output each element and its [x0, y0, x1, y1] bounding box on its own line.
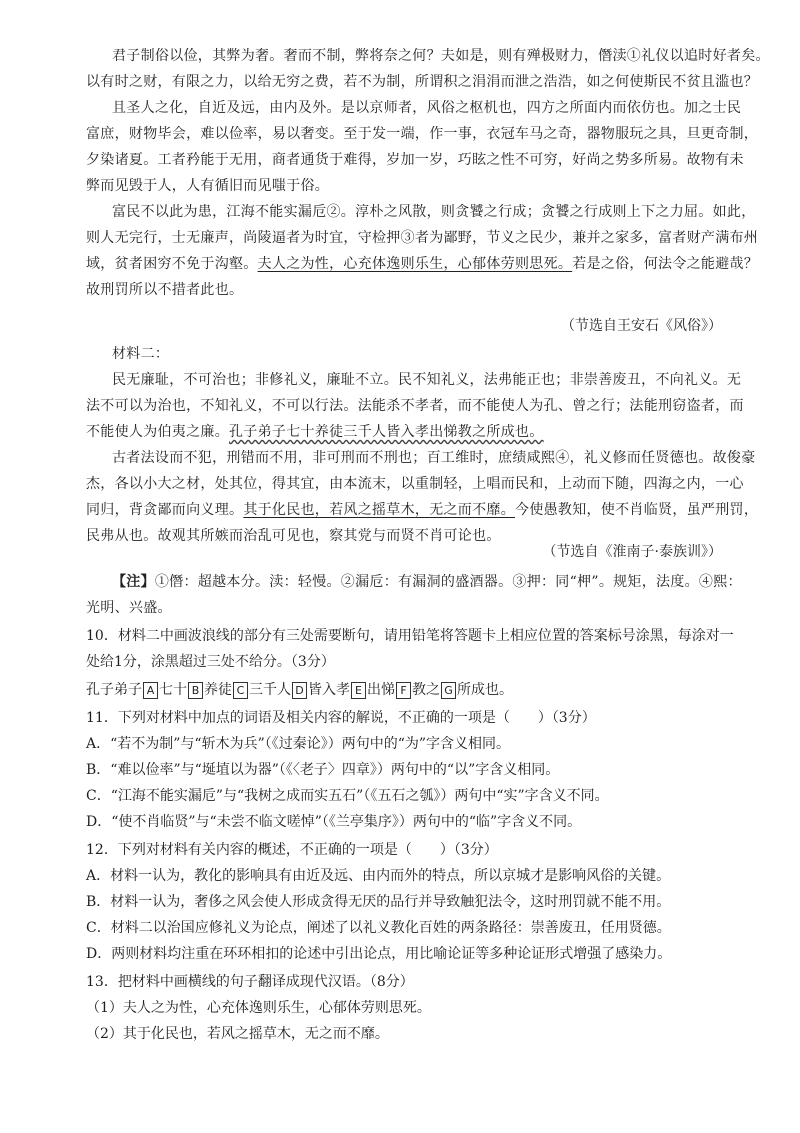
- answer-box[interactable]: G: [441, 682, 456, 699]
- answer-box[interactable]: D: [292, 682, 307, 699]
- option-a[interactable]: A．“若不为制”与“斩木为兵”（《过秦论》）两句中的“为”字含义相同。: [86, 736, 511, 752]
- notes-line: 光明、兴盛。: [86, 600, 172, 616]
- text-line: 则人无完行，士无廉声，尚陵逼者为时宜，守检押③者为鄙野，节义之民少，兼并之家多，富者财产满布州: [86, 230, 759, 246]
- question-stem: 10．材料二中画波浪线的部分有三处需要断句，请用铅笔将答题卡上相应位置的答案标号涂黑，每涂对一: [86, 628, 734, 644]
- text-fragment: 今使愚教知，使不肖临贤，虽严刑罚，: [515, 502, 759, 518]
- segment: 教之: [412, 682, 440, 698]
- translation-item: （2）其于化民也，若风之摇草木，无之而不靡。: [86, 1026, 389, 1042]
- segment: 养徒: [204, 682, 232, 698]
- segment: 皆入孝: [308, 682, 350, 698]
- segment: 三千人: [249, 682, 291, 698]
- text-fragment: 不能使人为伯夷之廉。: [86, 424, 229, 440]
- text-line-with-underline: [86, 254, 758, 274]
- text-line: 夕染诸夏。工者矜能于无用，商者通货于难得，岁加一岁，巧眩之性不可穷，好尚之势多所易。故物有未: [86, 152, 744, 168]
- text-fragment: 若是之俗，何法令之能避哉？: [572, 256, 759, 272]
- underlined-sentence: 其于化民也，若风之摇草木，无之而不靡。: [243, 502, 516, 518]
- segment: 所成也。: [457, 682, 513, 698]
- text-line: 且圣人之化，自近及远，由内及外。是以京师者，风俗之枢机也，四方之所面内而依仿也。加之士民: [112, 100, 742, 116]
- text-line: 富庶，财物毕会，难以俭率，易以奢变。至于发一端，作一事，衣冠车马之奇，器物服玩之具，旦更奇制，: [86, 126, 759, 142]
- answer-box[interactable]: F: [396, 682, 411, 699]
- text-line: 民弗从也。故观其所嫉而治乱可见也，察其党与而贤不肖可论也。: [86, 528, 501, 544]
- text-line: 弊而见毁于人，人有循旧而见嗤于俗。: [86, 178, 330, 194]
- source-citation: （节选自王安石《风俗》）: [561, 318, 722, 334]
- translation-item: （1）夫人之为性，心充体逸则乐生，心郁体劳则思死。: [86, 1000, 431, 1016]
- text-line-with-wavy: [86, 422, 544, 442]
- source-citation: （节选自《淮南子·泰族训》）: [542, 544, 722, 560]
- sentence-break-row: [86, 680, 513, 700]
- text-line: 杰，各以小大之材，处其位，得其宜，由本流末，以重制轻，上唱而民和，上动而下随，四海之内，一心: [86, 476, 744, 492]
- text-line-with-underline: [86, 500, 758, 520]
- wavy-underlined-sentence: 孔子弟子七十养徒三千人皆入孝出悌教之所成也。: [229, 424, 544, 440]
- option-d[interactable]: D．两则材料均注重在环环相扣的论述中引出论点，用比喻论证等多种论证形式增强了感染力。: [86, 946, 672, 962]
- text-line: 故刑罚所以不措者此也。: [86, 282, 244, 298]
- option-b[interactable]: B．材料一认为，奢侈之风会使人形成贪得无厌的品行并导致触犯法令，这时刑罚就不能不用。: [86, 894, 671, 910]
- question-stem: 13．把材料中画横线的句子翻译成现代汉语。（8分）: [86, 974, 414, 990]
- segment: 七十: [159, 682, 187, 698]
- answer-box[interactable]: C: [233, 682, 248, 699]
- segment: 孔子弟子: [86, 682, 142, 698]
- notes-label: 【注】: [112, 574, 155, 590]
- option-c[interactable]: C．材料二以治国应修礼义为论点，阐述了以礼义教化百姓的两条路径：崇善废丑，任用贤德。: [86, 920, 671, 936]
- option-c[interactable]: C．“江海不能实漏卮”与“我树之成而实五石”（《五石之瓠》）两句中“实”字含义不同。: [86, 788, 609, 804]
- text-line: 民无廉耻，不可治也；非修礼义，廉耻不立。民不知礼义，法弗能正也；非崇善废丑，不向礼义。无: [112, 372, 742, 388]
- text-line: 富民不以此为患，江海不能实漏卮②。淳朴之风散，则贪饕之行成；贪饕之行成则上下之力屈。如此，: [112, 204, 756, 220]
- underlined-sentence: 夫人之为性，心充体逸则乐生，心郁体劳则思死。: [257, 256, 573, 272]
- section-heading: 材料二：: [112, 346, 170, 362]
- answer-box[interactable]: B: [188, 682, 203, 699]
- answer-box[interactable]: E: [351, 682, 366, 699]
- text-line: 古者法设而不犯，刑错而不用，非可刑而不刑也；百工维时，庶绩咸熙④，礼义修而任贤德也。故俊豪: [112, 450, 756, 466]
- notes-line: [112, 572, 742, 592]
- question-stem: 处给1分，涂黑超过三处不给分。（3分）: [86, 654, 335, 670]
- notes-text: ①僭：超越本分。渎：轻慢。②漏卮：有漏洞的盛酒器。③押：同“柙”。规矩，法度。④熙：: [154, 574, 742, 590]
- option-a[interactable]: A．材料一认为，教化的影响具有由近及远、由内而外的特点，所以京城才是影响风俗的关键。: [86, 868, 671, 884]
- text-line: 君子制俗以俭，其弊为奢。奢而不制，弊将奈之何？夫如是，则有殚极财力，僭渎①礼仪以追时好者矣。: [112, 48, 770, 64]
- option-b[interactable]: B．“难以俭率”与“埏埴以为器”（《〈老子〉四章》）两句中的“以”字含义相同。: [86, 762, 560, 778]
- option-d[interactable]: D．“使不肖临贤”与“未尝不临文嗟悼”（《兰亭集序》）两句中的“临”字含义不同。: [86, 814, 582, 830]
- text-fragment: 域，贫者困穷不免于沟壑。: [86, 256, 258, 272]
- question-stem: 11．下列对材料中加点的词语及相关内容的解说，不正确的一项是（ ）（3分）: [86, 710, 596, 726]
- segment: 出悌: [367, 682, 395, 698]
- text-line: 以有时之财，有限之力，以给无穷之费，若不为制，所谓积之涓涓而泄之浩浩，如之何使斯民不贫且滥也？: [86, 74, 759, 90]
- text-line: 法不可以为治也，不知礼义，不可以行法。法能杀不孝者，而不能使人为孔、曾之行；法能刑窃盗者，而: [86, 398, 744, 414]
- answer-box[interactable]: A: [143, 682, 158, 699]
- question-stem: 12．下列对材料有关内容的概述，不正确的一项是（ ）（3分）: [86, 842, 498, 858]
- text-fragment: 同归，背贪鄙而向义理。: [86, 502, 244, 518]
